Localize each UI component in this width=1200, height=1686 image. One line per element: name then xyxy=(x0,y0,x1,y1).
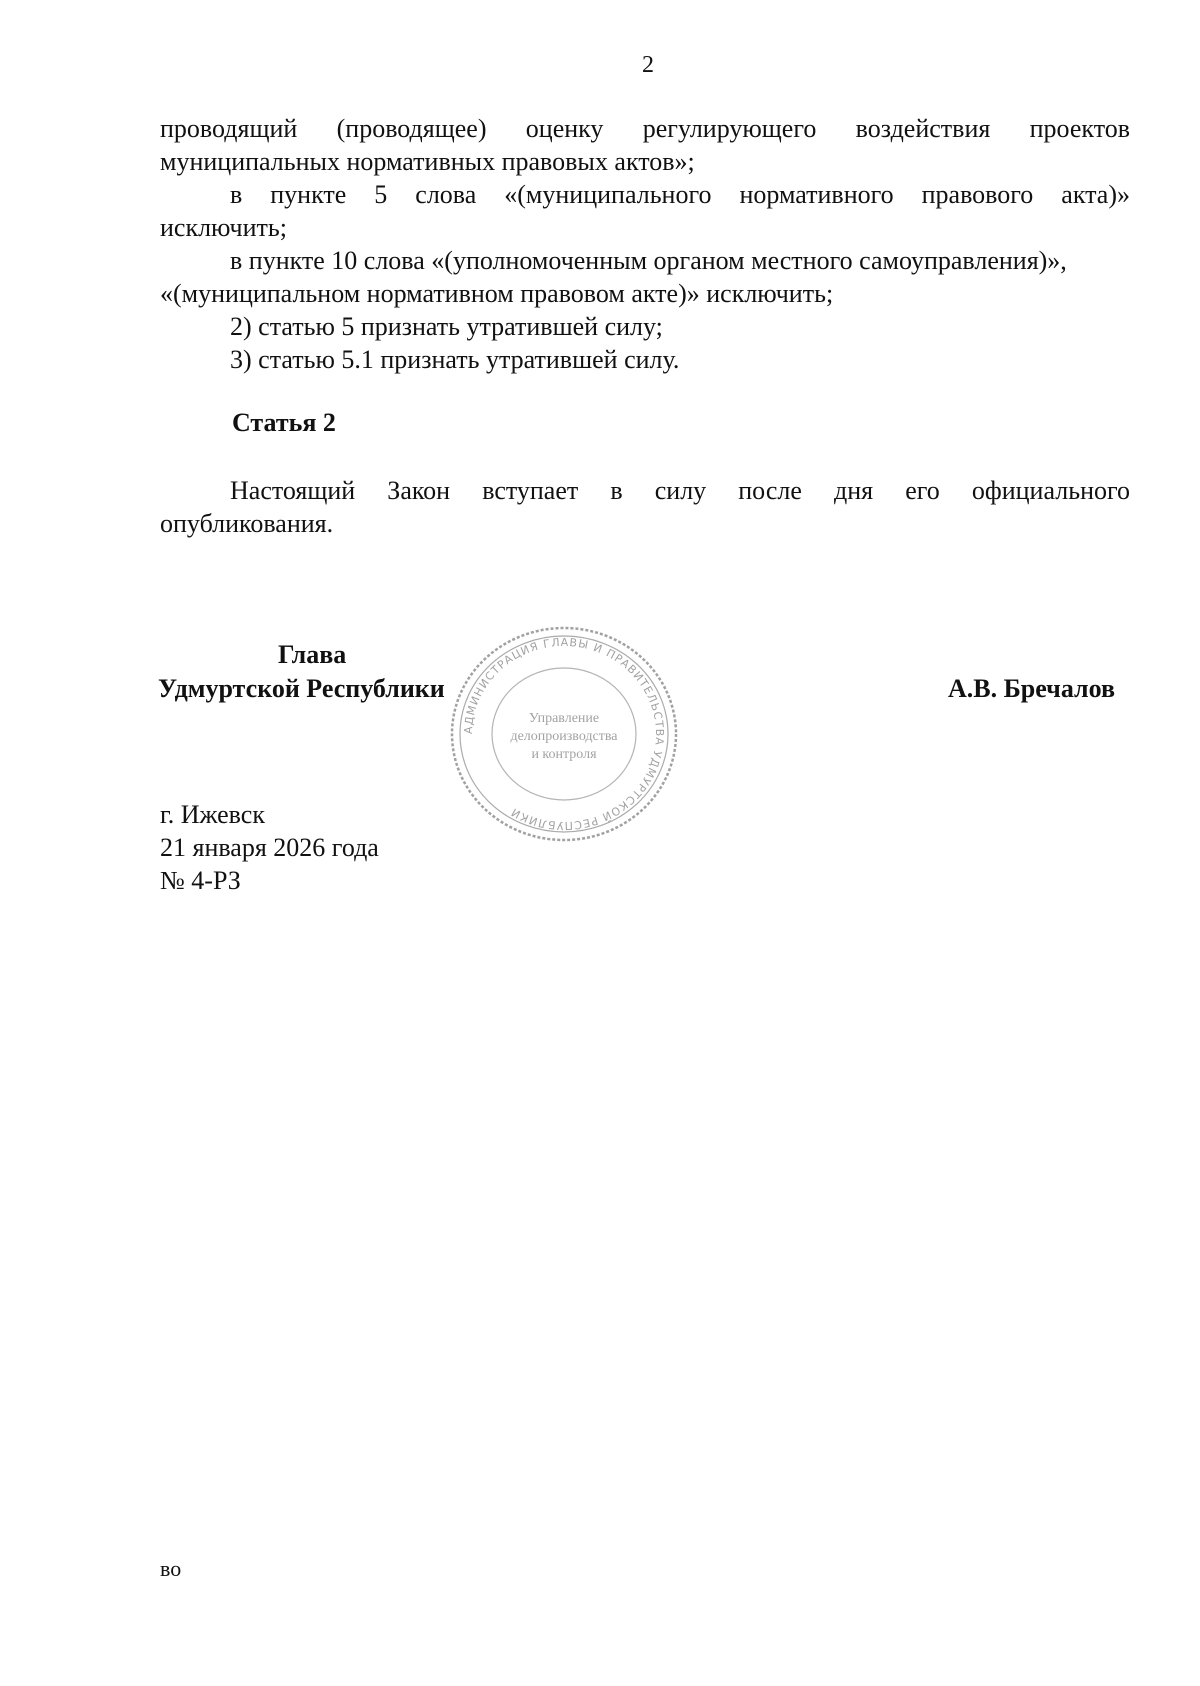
signatory-name: А.В. Бречалов xyxy=(948,674,1116,703)
text-line: Настоящий Закон вступает в силу после дня его официального xyxy=(230,476,1130,505)
text-line: проводящий (проводящее) оценку регулирующего воздействия проектов xyxy=(160,114,1130,143)
document-footer xyxy=(160,798,379,897)
author-code: во xyxy=(160,1556,182,1581)
stamp-center-line2: делопроизводства xyxy=(510,729,618,744)
stamp-center-line3: и контроля xyxy=(531,747,597,762)
text-line: муниципальных нормативных правовых актов»; xyxy=(160,147,695,176)
signatory-title-line1: Глава xyxy=(278,640,347,669)
footer-city: г. Ижевск xyxy=(160,800,265,829)
page-number: 2 xyxy=(642,52,654,78)
official-stamp xyxy=(444,620,684,848)
text-line: 2) статью 5 признать утратившей силу; xyxy=(230,312,663,341)
footer-number: № 4-РЗ xyxy=(160,866,241,895)
signatory-title-line2: Удмуртской Республики xyxy=(158,674,445,703)
article-2-heading: Статья 2 xyxy=(232,408,336,437)
text-line: в пункте 10 слова «(уполномоченным органом местного самоуправления)», xyxy=(230,246,1067,275)
text-line: «(муниципальном нормативном правовом акте)» исключить; xyxy=(160,279,834,308)
text-line: опубликования. xyxy=(160,509,334,538)
stamp-center-line1: Управление xyxy=(528,711,600,726)
text-line: в пункте 5 слова «(муниципального нормативного правового акта)» xyxy=(230,180,1130,209)
footer-date: 21 января 2026 года xyxy=(160,833,379,862)
article-1-continuation xyxy=(160,112,1130,376)
text-line: 3) статью 5.1 признать утратившей силу. xyxy=(230,345,680,374)
stamp-ring-text: АДМИНИСТРАЦИЯ ГЛАВЫ И ПРАВИТЕЛЬСТВА УДМУРТСКОЙ РЕСПУБЛИКИ xyxy=(461,635,667,833)
text-line: исключить; xyxy=(160,213,287,242)
article-2-text xyxy=(160,474,1130,540)
